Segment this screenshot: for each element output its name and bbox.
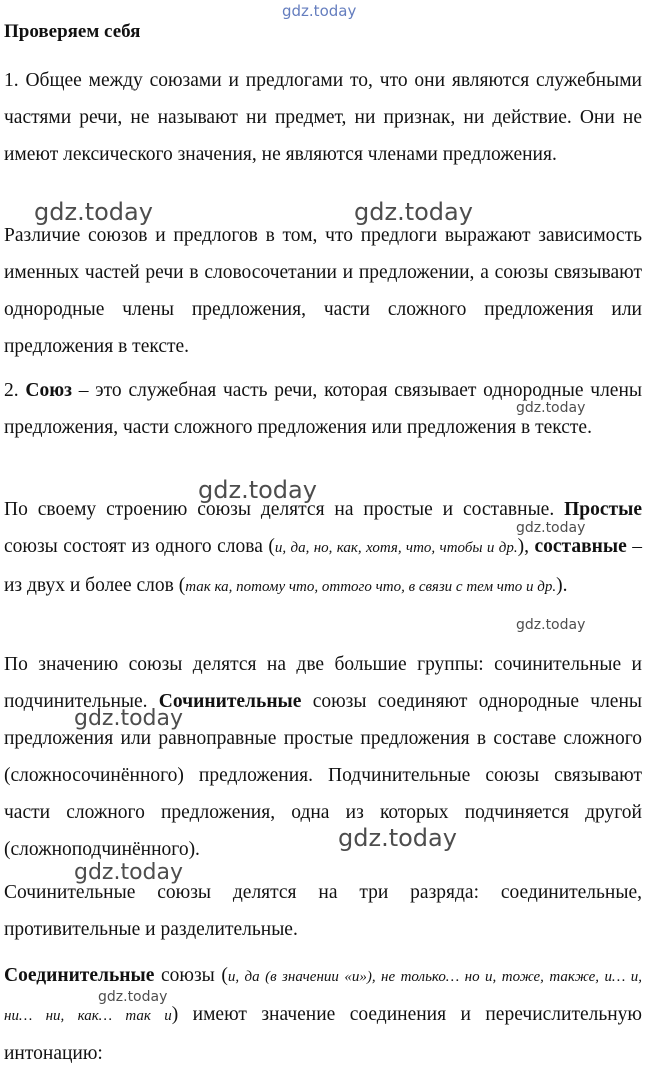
watermark: gdz.today: [198, 476, 317, 504]
watermark: gdz.today: [516, 617, 586, 633]
watermark: gdz.today: [74, 706, 184, 731]
paragraph-4-close-1: ),: [517, 536, 529, 557]
watermark: gdz.today: [516, 520, 586, 536]
watermark: gdz.today: [98, 989, 168, 1005]
section-heading: Проверяем себя: [4, 21, 141, 42]
watermark: gdz.today: [516, 400, 586, 416]
watermark: gdz.today: [282, 2, 357, 20]
paragraph-7-text-a: союзы (: [154, 965, 228, 986]
paragraph-3-text: – это служебная часть речи, которая связывает однородные члены предложения, части сложного предложения или предложения в тексте.: [4, 380, 642, 438]
term-coordinating: Сочинительные: [158, 691, 302, 712]
term-soyuz: Союз: [25, 380, 72, 401]
term-connective: Соединительные: [4, 965, 155, 986]
compound-examples: так ка, потому что, оттого что, в связи с тем что и др.: [185, 579, 557, 595]
term-simple: Простые: [564, 499, 642, 520]
paragraph-7-text-b: ) имеют значение соединения и перечислительную интонацию:: [4, 1004, 643, 1064]
paragraph-7: [4, 957, 642, 1072]
paragraph-6: Сочинительные союзы делятся на три разряда: соединительные, противительные и разделительные.: [4, 882, 642, 940]
paragraph-4: [4, 491, 642, 606]
term-compound: составные: [534, 536, 627, 557]
paragraph-1: 1. Общее между союзами и предлогами то, что они являются служебными частями речи, не называют ни предмет, ни признак, ни действие. Они не имеют лексического значения, не являются членами предложения.: [4, 70, 642, 165]
paragraph-4-close-2: ).: [556, 575, 568, 596]
paragraph-2: Различие союзов и предлогов в том, что предлоги выражают зависимость именных частей речи в словосочетании и предложении, а союзы связывают однородные члены предложения, части сложного предложения или предложения в тексте.: [4, 225, 642, 357]
watermark: gdz.today: [354, 198, 473, 226]
watermark: gdz.today: [74, 860, 184, 885]
watermark: gdz.today: [338, 824, 457, 852]
paragraph-4-lead: По своему строению союзы делятся на простые и составные.: [4, 499, 565, 520]
paragraph-5-text: союзы соединяют однородные члены предложения или равноправные простые предложения в составе сложного (сложносочинённого) предложения. Подчинительные союзы связывают части сложного предложения, одна из которых подчиняется другой (сложноподчинённого).: [4, 691, 642, 860]
paragraph-5: [4, 646, 642, 868]
simple-examples: и, да, но, как, хотя, что, чтобы и др.: [274, 540, 518, 556]
watermark: gdz.today: [34, 198, 153, 226]
paragraph-4-compound-text: – из двух и более слов (: [4, 536, 643, 596]
paragraph-3-prefix: 2.: [4, 380, 26, 401]
connective-examples: и, да (в значении «и»), не только… но и, тоже, также, и… и, ни… ни, как… так и: [4, 969, 642, 1024]
paragraph-4-simple-text: союзы состоят из одного слова (: [4, 536, 275, 557]
paragraph-5-lead: По значению союзы делятся на две большие группы: сочинительные и подчинительные.: [4, 654, 642, 712]
